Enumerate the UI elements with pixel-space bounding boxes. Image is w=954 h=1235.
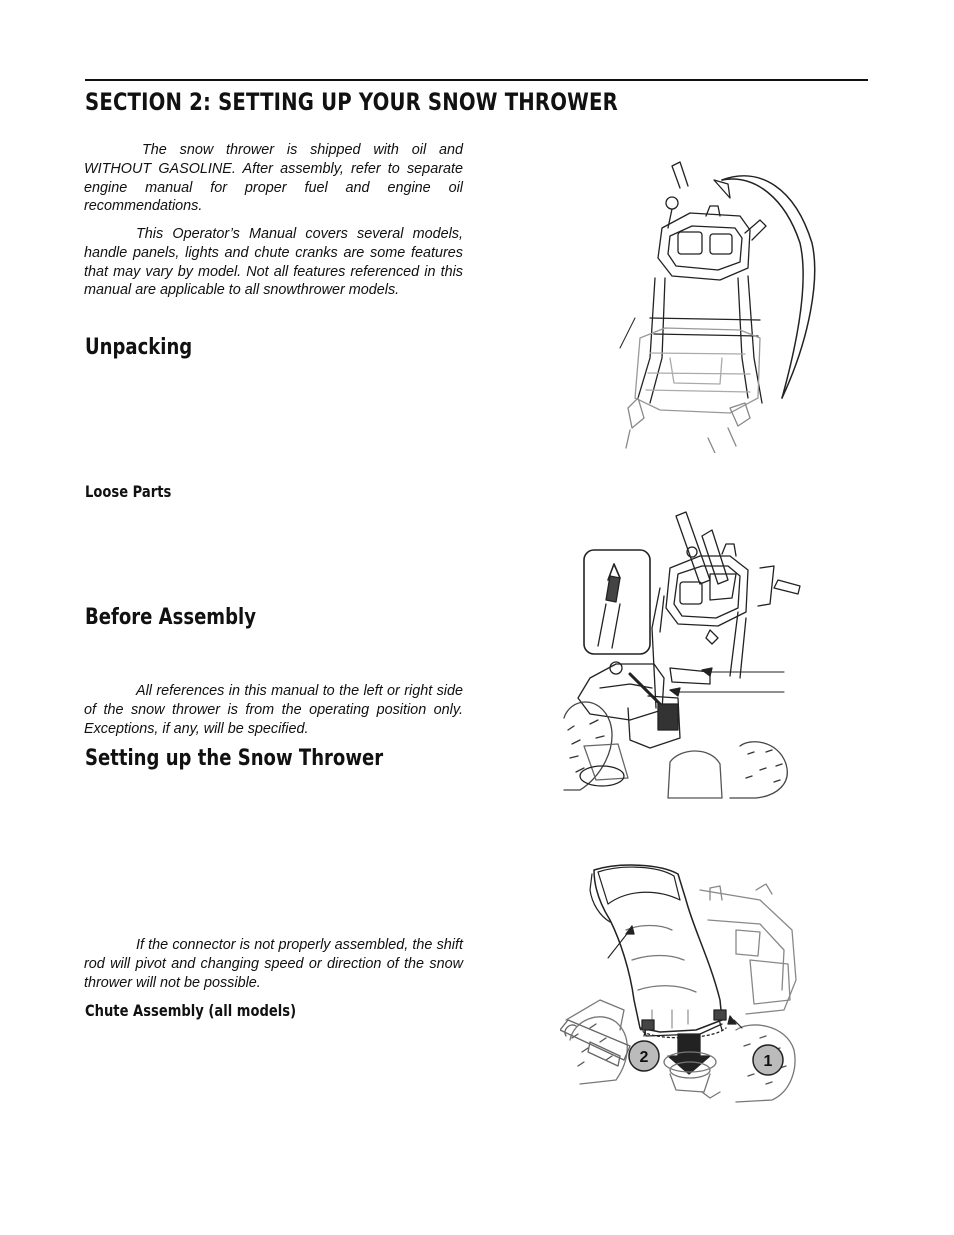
callout-1-label: 1 bbox=[763, 1053, 773, 1070]
paragraph-shipped: The snow thrower is shipped with oil and WITHOUT GASOLINE. After assembly, refer to separate engine manual for proper fuel and engine oil recommendations. bbox=[84, 142, 463, 215]
paragraph-left-right-references: All references in this manual to the left or right side of the snow thrower is from the operating position only. Exceptions, if any, will be specified. bbox=[84, 683, 463, 737]
figure-handle-raise bbox=[610, 158, 825, 453]
top-rule bbox=[85, 79, 868, 81]
callout-2-label: 2 bbox=[639, 1049, 649, 1066]
figure-chute-assembly bbox=[560, 860, 800, 1105]
paragraph-manual-covers: This Operator’s Manual covers several models, handle panels, lights and chute cranks are some features that may vary by model. Not all features referenced in this manual are applicable to all snowthrower models. bbox=[84, 226, 463, 299]
section-title: SECTION 2: SETTING UP YOUR SNOW THROWER bbox=[85, 88, 618, 116]
heading-loose-parts: Loose Parts bbox=[85, 482, 172, 501]
paragraph-connector-warning: If the connector is not properly assembled, the shift rod will pivot and changing speed or direction of the snow thrower will not be possible. bbox=[84, 937, 463, 991]
figure-shift-rod-connector bbox=[560, 508, 805, 800]
heading-setting-up: Setting up the Snow Thrower bbox=[85, 746, 384, 771]
heading-unpacking: Unpacking bbox=[85, 335, 193, 360]
heading-chute-assembly: Chute Assembly (all models) bbox=[85, 1001, 297, 1020]
heading-before-assembly: Before Assembly bbox=[85, 605, 256, 630]
